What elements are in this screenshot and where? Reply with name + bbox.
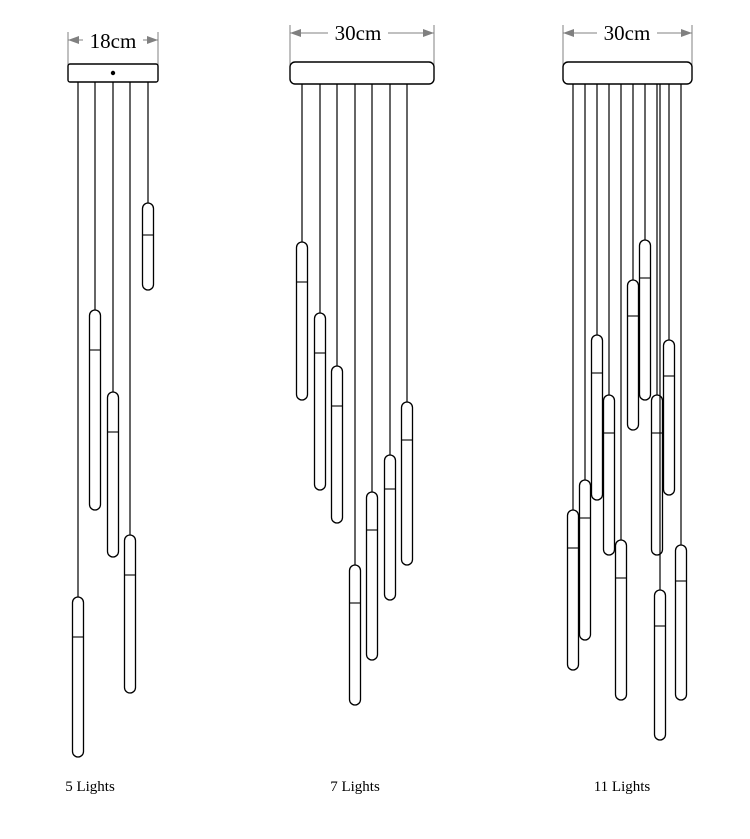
light-tube [616,540,627,700]
light-tube [402,402,413,565]
light-tube [143,203,154,290]
caption-group-7: 7 Lights [330,779,380,795]
light-tube [640,240,651,400]
light-tube [655,590,666,740]
light-tube [297,242,308,400]
dimension-label-group-7: 30cm [334,21,382,45]
light-tube [676,545,687,700]
caption-group-5: 5 Lights [65,779,115,795]
light-tube [90,310,101,510]
dimension-label-group-5: 18cm [89,29,137,53]
canopy-plate [563,62,692,84]
canopy-group-7 [290,62,434,84]
light-tube [350,565,361,705]
canopy-center-dot [111,71,115,75]
light-tube [385,455,396,600]
light-tube [604,395,615,555]
light-tube [315,313,326,490]
canopy-group-5 [68,64,158,82]
light-tube [664,340,675,495]
canopy-group-11 [563,62,692,84]
light-tube [332,366,343,523]
caption-group-11: 11 Lights [593,779,651,795]
light-tube [73,597,84,757]
light-tube [108,392,119,557]
light-tube [592,335,603,500]
light-tube [367,492,378,660]
light-tube [580,480,591,640]
light-tube [652,395,663,555]
canopy-plate [290,62,434,84]
light-tube [568,510,579,670]
light-tube [628,280,639,430]
light-tube [125,535,136,693]
dimension-label-group-11: 30cm [603,21,651,45]
